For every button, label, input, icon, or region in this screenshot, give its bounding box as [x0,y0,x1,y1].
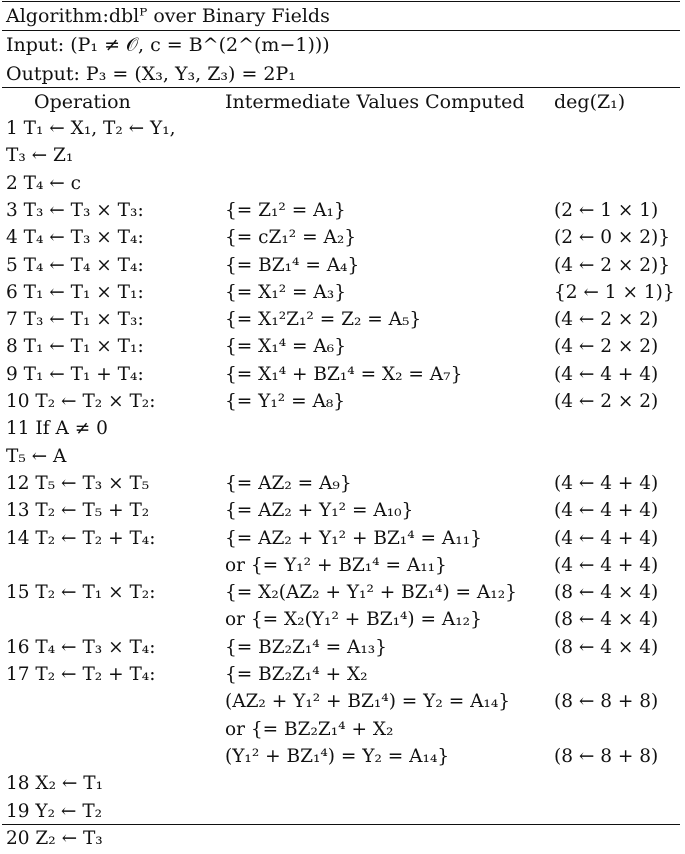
step-row [0,305,685,335]
step-operation: 6 T₁ ← T₁ × T₁: [6,281,144,303]
step-degree: (8 ← 8 + 8) [554,745,659,767]
step-row [0,196,685,226]
step-value: or {= BZ₂Z₁⁴ + X₂ [225,718,394,740]
step-row [0,551,685,581]
step-row [0,824,685,854]
step-value: {= X₁⁴ = A₆} [225,336,346,358]
step-row [0,496,685,526]
step-operation: 12 T₅ ← T₃ × T₅ [6,472,150,494]
step-row [0,223,685,253]
step-row [0,141,685,171]
step-value: {= Y₁² = A₈} [225,391,346,412]
step-operation: 9 T₁ ← T₁ + T₄: [6,363,144,385]
step-row [0,278,685,308]
step-degree: (8 ← 4 × 4) [554,636,659,658]
step-value: or {= Y₁² + BZ₁⁴ = A₁₁} [225,554,447,576]
step-operation: 5 T₄ ← T₄ × T₄: [6,254,144,276]
step-value: {= X₁² = A₃} [225,281,346,303]
step-degree: (2 ← 0 × 2)} [554,227,671,249]
step-row [0,114,685,144]
step-row [0,332,685,362]
step-value: (Y₁² + BZ₁⁴) = Y₂ = A₁₄} [225,745,450,767]
step-degree: (4 ← 2 × 2)} [554,254,671,276]
step-row [0,469,685,499]
step-degree: (4 ← 4 + 4) [554,554,659,576]
step-row [0,442,685,472]
input-line: Input: (P₁ ≠ 𝒪, c = B^(2^(m−1))) [6,34,330,56]
step-operation: 19 Y₂ ← T₂ [6,800,103,822]
column-degree: deg(Z₁) [554,91,626,113]
step-operation: 13 T₂ ← T₅ + T₂ [6,500,150,522]
step-degree: (2 ← 1 × 1) [554,199,659,221]
step-row [0,742,685,772]
step-degree: (4 ← 2 × 2) [554,309,659,331]
column-operation: Operation [34,91,131,113]
step-operation: T₅ ← A [6,445,67,467]
step-row [0,660,685,690]
step-degree: (4 ← 2 × 2) [554,391,659,412]
step-row [0,633,685,663]
step-operation: 1 T₁ ← X₁, T₂ ← Y₁, [6,118,176,139]
step-operation: 20 Z₂ ← T₃ [6,827,103,849]
step-value: {= BZ₂Z₁⁴ = A₁₃} [225,636,387,658]
step-operation: 7 T₃ ← T₁ × T₃: [6,309,144,331]
step-row [0,605,685,635]
step-row [0,360,685,390]
step-value: {= X₂(AZ₂ + Y₁² + BZ₁⁴) = A₁₂} [225,582,517,604]
step-operation: T₃ ← Z₁ [6,145,74,167]
step-value: or {= X₂(Y₁² + BZ₁⁴) = A₁₂} [225,609,482,631]
step-row [0,524,685,554]
step-operation: 18 X₂ ← T₁ [6,773,104,795]
step-row [0,414,685,444]
step-degree: (4 ← 2 × 2) [554,336,659,358]
step-operation: 4 T₄ ← T₃ × T₄: [6,227,144,249]
step-row [0,715,685,745]
bottom-rule [2,824,680,825]
step-value: {= X₁²Z₁² = Z₂ = A₅} [225,309,422,331]
step-degree: {2 ← 1 × 1)} [554,281,675,303]
step-value: (AZ₂ + Y₁² + BZ₁⁴) = Y₂ = A₁₄} [225,691,511,713]
step-row [0,251,685,281]
step-degree: (8 ← 8 + 8) [554,691,659,713]
algorithm-title: Algorithm:dblᴾ over Binary Fields [6,5,330,27]
step-degree: (8 ← 4 × 4) [554,582,659,604]
column-headers [0,87,685,117]
step-degree: (4 ← 4 + 4) [554,500,659,522]
step-row [0,797,685,827]
title-rule [2,30,680,31]
step-value: {= AZ₂ + Y₁² = A₁₀} [225,500,414,522]
step-value: {= AZ₂ + Y₁² + BZ₁⁴ = A₁₁} [225,527,482,549]
step-row [0,687,685,717]
top-rule [2,1,680,2]
step-value: {= Z₁² = A₁} [225,199,346,221]
step-value: {= BZ₁⁴ = A₄} [225,254,360,276]
step-operation: 3 T₃ ← T₃ × T₃: [6,199,144,221]
step-degree: (4 ← 4 + 4) [554,363,659,385]
step-operation: 15 T₂ ← T₁ × T₂: [6,582,156,604]
step-degree: (4 ← 4 + 4) [554,527,659,549]
step-operation: 14 T₂ ← T₂ + T₄: [6,527,156,549]
step-row [0,169,685,199]
step-row [0,387,685,417]
step-degree: (8 ← 4 × 4) [554,609,659,631]
step-operation: 2 T₄ ← c [6,172,82,194]
step-value: {= BZ₂Z₁⁴ + X₂ [225,664,368,685]
output-line: Output: P₃ = (X₃, Y₃, Z₃) = 2P₁ [6,63,296,85]
step-operation: 11 If A ≠ 0 [6,418,108,440]
step-value: {= AZ₂ = A₉} [225,472,352,494]
step-operation: 16 T₄ ← T₃ × T₄: [6,636,156,658]
column-values: Intermediate Values Computed [225,91,525,113]
step-value: {= cZ₁² = A₂} [225,227,357,249]
step-operation: 8 T₁ ← T₁ × T₁: [6,336,144,358]
step-value: {= X₁⁴ + BZ₁⁴ = X₂ = A₇} [225,363,463,385]
step-operation: 10 T₂ ← T₂ × T₂: [6,391,156,412]
step-row [0,769,685,799]
step-operation: 17 T₂ ← T₂ + T₄: [6,664,156,685]
step-row [0,578,685,608]
step-degree: (4 ← 4 + 4) [554,472,659,494]
